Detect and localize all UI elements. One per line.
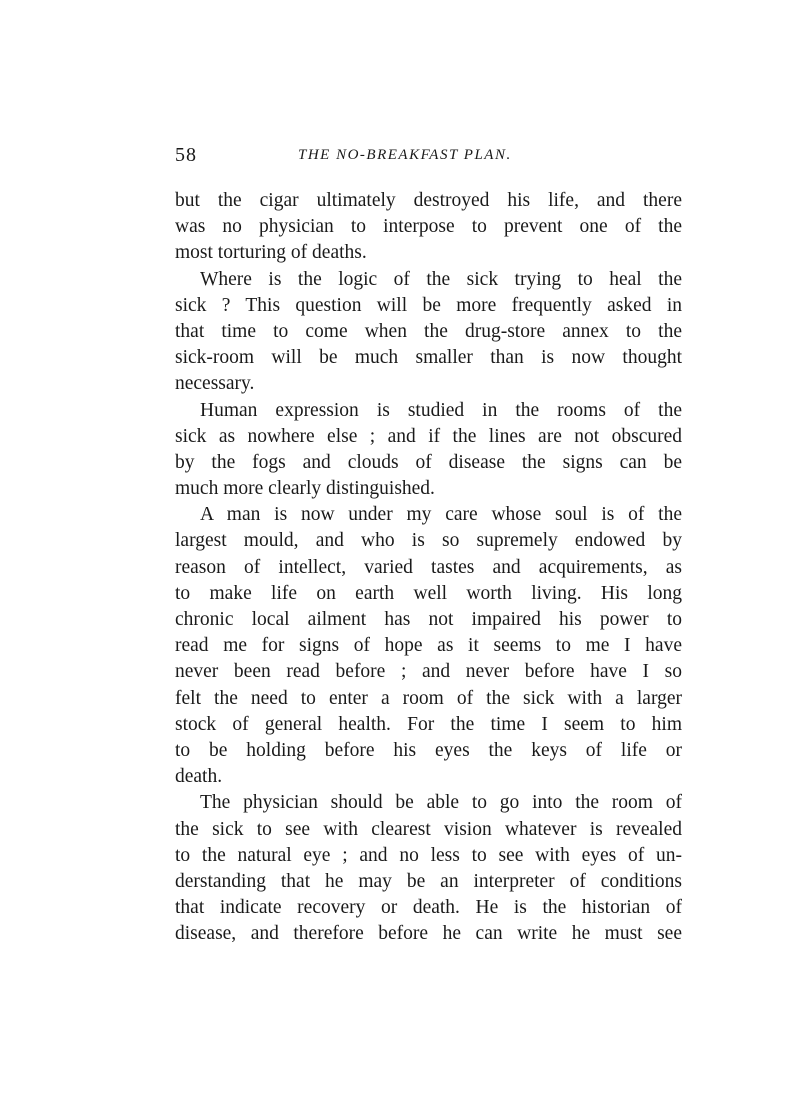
text-line: to make life on earth well worth living. His long: [175, 582, 682, 604]
text-line: death.: [175, 766, 223, 788]
text-line: but the cigar ultimately destroyed his life, and there: [175, 190, 682, 211]
text-line: was no physician to interpose to prevent one of the: [175, 216, 682, 238]
page-number: 58: [175, 144, 197, 166]
text-line: Where is the logic of the sick trying to heal the: [200, 268, 682, 290]
body-text: [175, 188, 682, 947]
text-line: Human expression is studied in the rooms of the: [200, 399, 682, 421]
text-line: read me for signs of hope as it seems to me I have: [175, 635, 682, 657]
paragraph: [175, 502, 682, 790]
text-line: sick ? This question will be more frequently asked in: [175, 294, 682, 316]
book-page: [175, 140, 682, 947]
text-line: necessary.: [175, 373, 255, 395]
text-line: largest mould, and who is so supremely endowed by: [175, 530, 682, 552]
text-line: derstanding that he may be an interpreter of conditions: [175, 870, 682, 892]
text-line: to the natural eye ; and no less to see with eyes of un-: [175, 844, 682, 866]
paragraph: [175, 267, 682, 398]
text-line: stock of general health. For the time I seem to him: [175, 713, 682, 735]
running-head: [175, 140, 682, 170]
text-line: that indicate recovery or death. He is the historian of: [175, 897, 682, 919]
text-line: to be holding before his eyes the keys of life or: [175, 739, 682, 761]
text-line: sick-room will be much smaller than is now thought: [175, 347, 682, 369]
text-line: reason of intellect, varied tastes and acquirements, as: [175, 556, 682, 578]
text-line: the sick to see with clearest vision whatever is revealed: [175, 818, 682, 840]
text-line: sick as nowhere else ; and if the lines are not obscured: [175, 425, 682, 447]
paragraph: [175, 790, 682, 947]
text-line: never been read before ; and never before have I so: [175, 661, 682, 683]
text-line: A man is now under my care whose soul is of the: [200, 504, 682, 526]
text-line: felt the need to enter a room of the sick with a larger: [175, 687, 682, 709]
running-title: THE NO-BREAKFAST PLAN.: [298, 147, 512, 163]
text-line: most torturing of deaths.: [175, 242, 367, 264]
text-line: disease, and therefore before he can write he must see: [175, 923, 682, 945]
text-line: The physician should be able to go into the room of: [200, 792, 682, 814]
text-line: that time to come when the drug-store annex to the: [175, 320, 682, 342]
paragraph: [175, 398, 682, 503]
text-line: chronic local ailment has not impaired his power to: [175, 609, 682, 630]
paragraph: [175, 188, 682, 267]
text-line: by the fogs and clouds of disease the signs can be: [175, 451, 682, 473]
text-line: much more clearly distinguished.: [175, 478, 435, 500]
